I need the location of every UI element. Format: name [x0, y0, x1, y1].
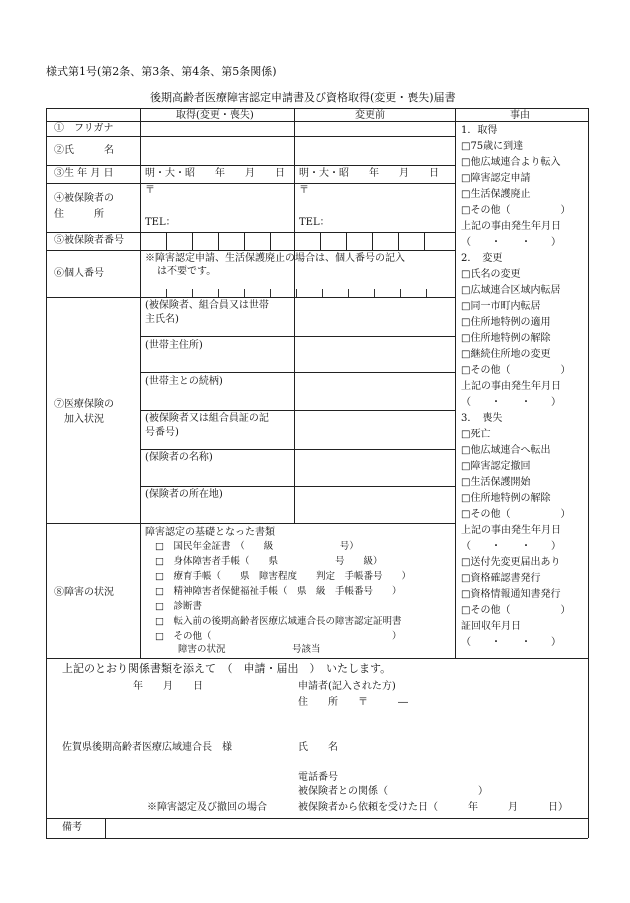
- label-furigana: ① フリガナ: [54, 123, 114, 134]
- reason-line: 上記の事由発生年月日: [461, 221, 561, 232]
- insurance-card-number-1: (被保険者又は組合員証の記: [145, 413, 269, 424]
- applicant-name[interactable]: 氏 名: [298, 742, 338, 753]
- insurer-name: (保険者の名称): [145, 452, 213, 463]
- postal-mark-before: 〒: [299, 185, 309, 196]
- attestation: 上記のとおり関係書類を添えて （ 申請・届出 ） いたします。: [62, 662, 392, 675]
- birthdate-new[interactable]: 明・大・昭 年 月 日: [145, 168, 285, 179]
- disability-heading: 障害認定の基礎となった書類: [145, 527, 275, 538]
- mynumber-note-1: ※障害認定申請、生活保護廃止の場合は、個人番号の記入: [145, 253, 405, 264]
- insurance-card-number-2: 号番号): [145, 427, 179, 438]
- reason-line[interactable]: □住所地特例の解除: [461, 493, 551, 504]
- disability-item[interactable]: □ 診断書: [155, 601, 202, 612]
- label-name: ②氏 名: [54, 145, 114, 156]
- reason-line: 1．取得: [461, 125, 498, 136]
- disability-item[interactable]: □ その他（ ）: [155, 631, 402, 642]
- label-address-1: ④被保険者の: [54, 193, 114, 204]
- label-disability: ⑧障害の状況: [54, 587, 114, 598]
- label-insured-number: ⑤被保険者番号: [54, 235, 124, 246]
- reason-line[interactable]: □広域連合区域内転居: [461, 285, 561, 296]
- tel-label-before: TEL：: [299, 217, 330, 228]
- postal-mark-new: 〒: [145, 185, 155, 196]
- disability-item[interactable]: □ 国民年金証書 （ 級 号）: [155, 541, 359, 552]
- reason-line[interactable]: □その他（ ）: [461, 605, 571, 616]
- reason-line: 上記の事由発生年月日: [461, 381, 561, 392]
- reason-line[interactable]: □その他（ ）: [461, 205, 571, 216]
- disability-item[interactable]: □ 精神障害者保健福祉手帳（ 県 級 手帳番号 ）: [155, 586, 402, 597]
- reason-line[interactable]: □資格確認書発行: [461, 573, 541, 584]
- insurer-address: (保険者の所在地): [145, 489, 223, 500]
- reason-line[interactable]: □その他（ ）: [461, 509, 571, 520]
- reason-line[interactable]: □継続住所地の変更: [461, 349, 551, 360]
- addressee: 佐賀県後期高齢者医療広域連合長 様: [62, 742, 232, 753]
- label-my-number: ⑥個人番号: [54, 268, 104, 279]
- insurance-head-address: (世帯主住所): [145, 340, 203, 351]
- tel-label-new: TEL：: [145, 217, 176, 228]
- col-header-acquire: 取得(変更・喪失): [176, 110, 254, 121]
- reason-line[interactable]: □他広域連合より転入: [461, 157, 561, 168]
- insurance-holder-name-1: (被保険者、組合員又は世帯: [145, 300, 269, 311]
- disability-item[interactable]: □ 療育手帳（ 県 障害程度 判定 手帳番号 ）: [155, 571, 411, 582]
- relation-to-insured[interactable]: 被保険者との関係（ ）: [298, 786, 488, 797]
- remarks-label: 備考: [62, 822, 82, 833]
- reason-line[interactable]: □資格情報通知書発行: [461, 589, 561, 600]
- reason-line[interactable]: □送付先変更届出あり: [461, 557, 561, 568]
- form-title: 後期高齢者医療障害認定申請書及び資格取得(変更・喪失)届書: [150, 91, 456, 104]
- applicant-label: 申請者(記入された方): [298, 681, 396, 692]
- reason-line[interactable]: □75歳に到達: [461, 141, 524, 152]
- col-header-before: 変更前: [355, 110, 385, 121]
- reason-line[interactable]: （ ・ ・ ）: [461, 541, 561, 552]
- reason-line: 2． 変更: [461, 253, 503, 264]
- reason-line[interactable]: □障害認定申請: [461, 173, 531, 184]
- reason-line[interactable]: （ ・ ・ ）: [461, 237, 561, 248]
- reason-line[interactable]: □住所地特例の適用: [461, 317, 551, 328]
- birthdate-before[interactable]: 明・大・昭 年 月 日: [299, 168, 439, 179]
- reason-line[interactable]: （ ・ ・ ）: [461, 397, 561, 408]
- reason-line: 3． 喪失: [461, 413, 503, 424]
- mynumber-note-2: は不要です。: [157, 266, 217, 277]
- reason-line[interactable]: □生活保護廃止: [461, 189, 531, 200]
- label-insurance-2: 加入状況: [64, 414, 104, 425]
- reason-line[interactable]: □障害認定撤回: [461, 461, 531, 472]
- label-address-2: 住 所: [54, 209, 104, 220]
- reason-line[interactable]: □死亡: [461, 429, 491, 440]
- disability-note: ※障害認定及び撤回の場合: [147, 802, 267, 813]
- col-header-reason: 事由: [510, 110, 530, 121]
- label-insurance-1: ⑦医療保険の: [54, 399, 114, 410]
- reason-line[interactable]: □生活保護開始: [461, 477, 531, 488]
- form-number: 様式第1号(第2条、第3条、第4条、第5条関係): [46, 65, 277, 78]
- disability-item[interactable]: □ 転入前の後期高齢者医療広域連合長の障害認定証明書: [155, 616, 402, 627]
- remarks-field[interactable]: [106, 819, 587, 837]
- reason-line: 証回収年月日: [461, 621, 521, 632]
- disability-status: 障害の状況 号該当: [178, 644, 321, 655]
- submission-date[interactable]: 年 月 日: [133, 681, 203, 692]
- reason-line[interactable]: □その他（ ）: [461, 365, 571, 376]
- request-date[interactable]: 被保険者から依頼を受けた日（ 年 月 日）: [298, 802, 568, 813]
- applicant-phone[interactable]: 電話番号: [298, 772, 338, 783]
- reason-line[interactable]: □他広域連合へ転出: [461, 445, 551, 456]
- reason-line[interactable]: □氏名の変更: [461, 269, 521, 280]
- disability-item[interactable]: □ 身体障害者手帳（ 県 号 級）: [155, 556, 383, 567]
- reason-line[interactable]: □同一市町内転居: [461, 301, 541, 312]
- reason-line[interactable]: （ ・ ・ ）: [461, 637, 561, 648]
- reason-line: 上記の事由発生年月日: [461, 525, 561, 536]
- applicant-address[interactable]: 住 所 〒 ―: [298, 697, 408, 708]
- insurance-relationship: (世帯主との続柄): [145, 376, 223, 387]
- label-birthdate: ③生 年 月 日: [54, 168, 114, 179]
- reason-line[interactable]: □住所地特例の解除: [461, 333, 551, 344]
- insurance-holder-name-2: 主氏名): [145, 314, 179, 325]
